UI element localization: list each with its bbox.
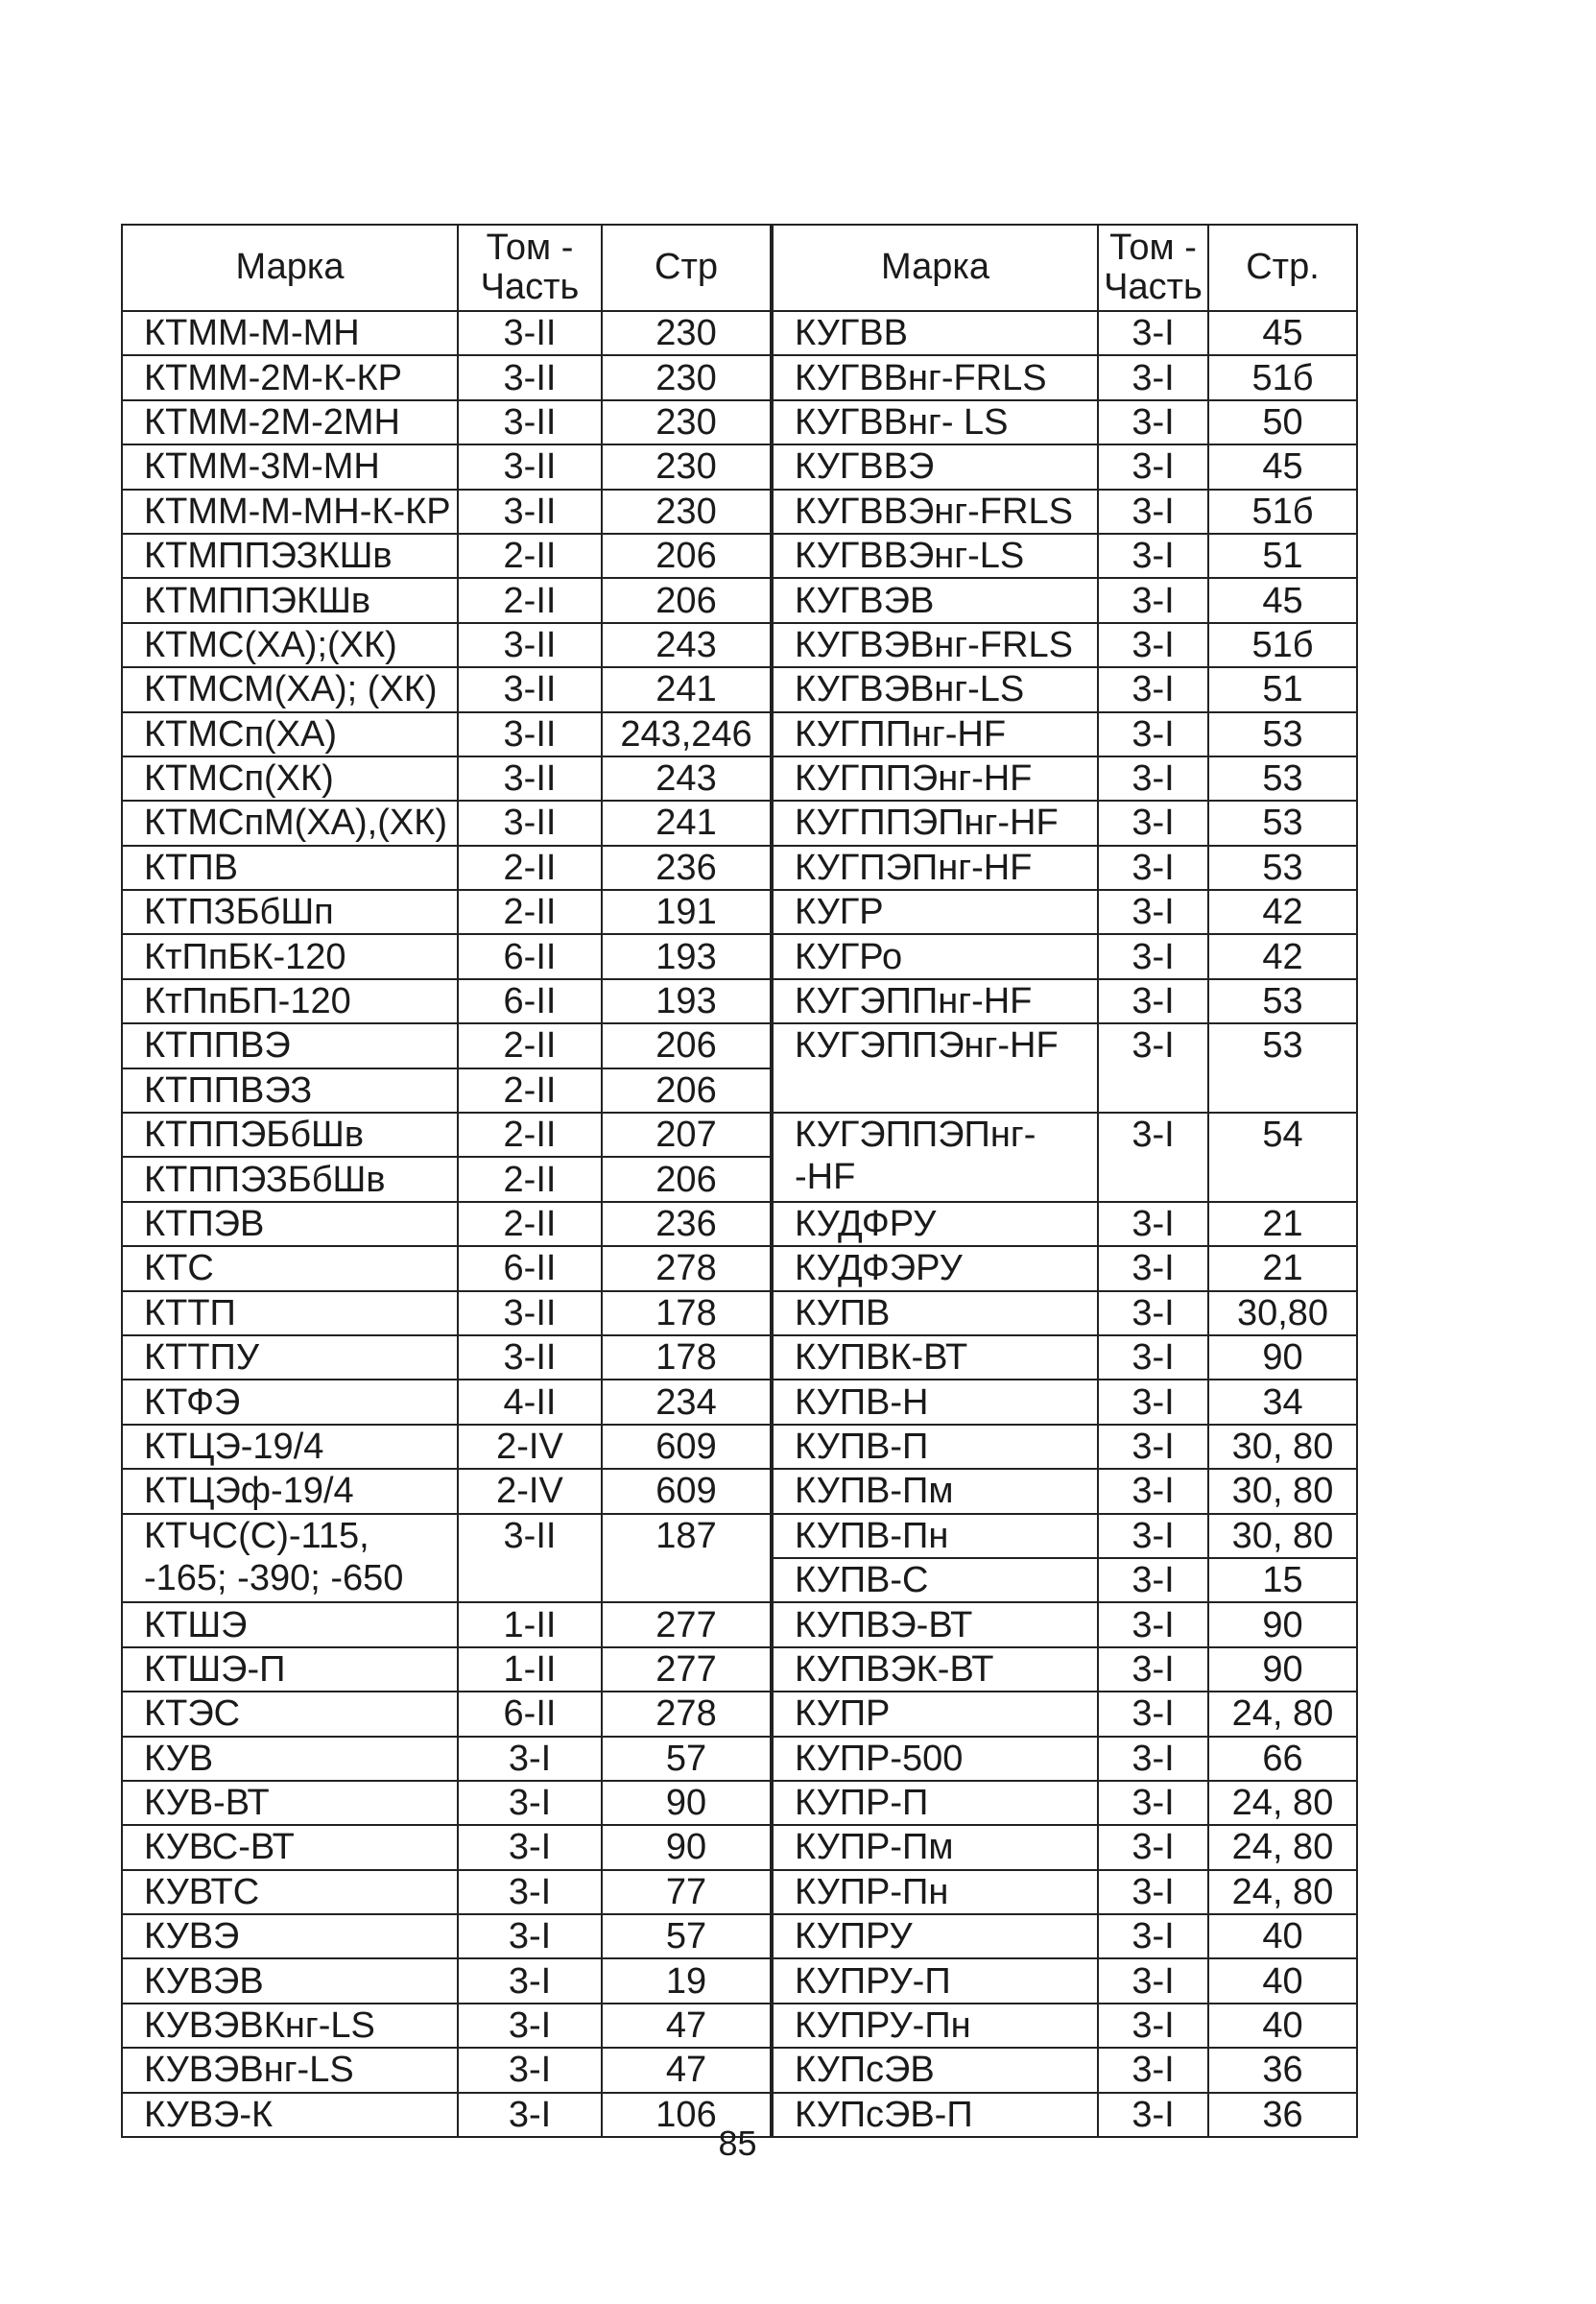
page-cell: 230 bbox=[602, 400, 772, 444]
page-cell: 609 bbox=[602, 1469, 772, 1513]
volume-cell: 3-II bbox=[458, 1335, 602, 1380]
brand-cell: КУПВ-Пн bbox=[772, 1514, 1098, 1558]
brand-cell: КТТП bbox=[122, 1291, 458, 1335]
page-cell: 24, 80 bbox=[1208, 1692, 1357, 1736]
page-cell: 234 bbox=[602, 1380, 772, 1424]
brand-cell: КУГРо bbox=[772, 934, 1098, 978]
page-cell: 45 bbox=[1208, 578, 1357, 622]
volume-cell: 3-I bbox=[1098, 1425, 1208, 1469]
brand-cell: КТМСп(ХК) bbox=[122, 756, 458, 801]
volume-cell: 2-IV bbox=[458, 1425, 602, 1469]
page-cell: 53 bbox=[1208, 846, 1357, 890]
volume-cell: 3-I bbox=[1098, 444, 1208, 489]
volume-cell: 6-II bbox=[458, 1692, 602, 1736]
page-cell: 206 bbox=[602, 1023, 772, 1068]
page-cell: 53 bbox=[1208, 979, 1357, 1023]
volume-cell: 3-II bbox=[458, 311, 602, 355]
page-cell: 30, 80 bbox=[1208, 1425, 1357, 1469]
page-cell: 66 bbox=[1208, 1737, 1357, 1781]
brand-cell: КУГВЭВнг-FRLS bbox=[772, 623, 1098, 667]
page-cell: 278 bbox=[602, 1692, 772, 1736]
brand-line: -HF bbox=[795, 1157, 856, 1198]
header-volume-left: Том - Часть bbox=[458, 225, 602, 311]
brand-cell: КТЭС bbox=[122, 1692, 458, 1736]
page-cell: 51 bbox=[1208, 667, 1357, 711]
table-row bbox=[122, 1380, 1357, 1424]
page-cell: 40 bbox=[1208, 1914, 1357, 1958]
page-cell: 57 bbox=[602, 1737, 772, 1781]
brand-cell: КУГВВ bbox=[772, 311, 1098, 355]
brand-cell: КУПРУ-Пн bbox=[772, 2004, 1098, 2048]
page-cell: 106 bbox=[602, 2093, 772, 2137]
brand-cell: КТШЭ-П bbox=[122, 1647, 458, 1692]
table-body bbox=[122, 311, 1357, 2137]
table-row bbox=[122, 1602, 1357, 1646]
brand-cell: КТМСпМ(ХА),(ХК) bbox=[122, 801, 458, 845]
volume-cell: 3-I bbox=[1098, 1380, 1208, 1424]
brand-cell: КУПРУ-П bbox=[772, 1958, 1098, 2003]
volume-cell: 2-II bbox=[458, 1068, 602, 1113]
table-row bbox=[122, 400, 1357, 444]
volume-cell: 3-I bbox=[1098, 355, 1208, 399]
brand-cell: КУГВВЭ bbox=[772, 444, 1098, 489]
volume-cell: 3-I bbox=[1098, 578, 1208, 622]
volume-cell: 2-II bbox=[458, 1023, 602, 1068]
volume-cell: 3-I bbox=[1098, 1602, 1208, 1646]
page-cell: 236 bbox=[602, 1202, 772, 1246]
table-row bbox=[122, 846, 1357, 890]
volume-cell: 3-II bbox=[458, 490, 602, 534]
page-cell: 30,80 bbox=[1208, 1291, 1357, 1335]
page-cell: 47 bbox=[602, 2004, 772, 2048]
brand-cell: КТЦЭ-19/4 bbox=[122, 1425, 458, 1469]
page-cell: 45 bbox=[1208, 311, 1357, 355]
table-row bbox=[122, 1113, 1357, 1157]
table-row bbox=[122, 756, 1357, 801]
page-cell: 191 bbox=[602, 890, 772, 934]
brand-cell: КТТПУ bbox=[122, 1335, 458, 1380]
page-cell: 24, 80 bbox=[1208, 1781, 1357, 1825]
brand-line: -165; -390; -650 bbox=[144, 1557, 404, 1598]
brand-cell: КУГППнг-HF bbox=[772, 712, 1098, 756]
volume-cell: 2-II bbox=[458, 1113, 602, 1157]
table-row bbox=[122, 1692, 1357, 1736]
brand-cell: КУГВВнг- LS bbox=[772, 400, 1098, 444]
volume-cell: 3-I bbox=[1098, 1023, 1208, 1113]
brand-cell: КУПВ-С bbox=[772, 1558, 1098, 1602]
volume-cell: 3-I bbox=[458, 1870, 602, 1914]
brand-cell: КУГР bbox=[772, 890, 1098, 934]
page-cell: 45 bbox=[1208, 444, 1357, 489]
volume-cell: 3-I bbox=[1098, 490, 1208, 534]
page-cell: 90 bbox=[1208, 1335, 1357, 1380]
brand-cell: КУПР-Пн bbox=[772, 1870, 1098, 1914]
page-cell: 51б bbox=[1208, 623, 1357, 667]
brand-cell: КТММ-М-МН bbox=[122, 311, 458, 355]
brand-cell: КУВЭВКнг-LS bbox=[122, 2004, 458, 2048]
brand-cell: КТППВЭ bbox=[122, 1023, 458, 1068]
page-cell: 47 bbox=[602, 2048, 772, 2092]
volume-cell: 3-I bbox=[458, 2048, 602, 2092]
brand-cell: КтПпБК-120 bbox=[122, 934, 458, 978]
page-cell: 230 bbox=[602, 311, 772, 355]
page-cell: 230 bbox=[602, 490, 772, 534]
volume-cell: 3-I bbox=[1098, 1647, 1208, 1692]
volume-cell: 3-II bbox=[458, 667, 602, 711]
page-cell: 193 bbox=[602, 979, 772, 1023]
table-row bbox=[122, 801, 1357, 845]
page-cell: 53 bbox=[1208, 756, 1357, 801]
brand-cell: КУГЭППЭнг-HF bbox=[772, 1023, 1098, 1113]
volume-cell: 2-II bbox=[458, 534, 602, 578]
volume-cell: 3-II bbox=[458, 712, 602, 756]
brand-cell: КТМППЭЗКШв bbox=[122, 534, 458, 578]
page-cell: 57 bbox=[602, 1914, 772, 1958]
volume-cell: 3-I bbox=[1098, 1958, 1208, 2003]
volume-cell: 3-I bbox=[458, 1781, 602, 1825]
page-cell: 206 bbox=[602, 1157, 772, 1201]
volume-cell: 3-I bbox=[1098, 1113, 1208, 1202]
volume-cell: 3-II bbox=[458, 1291, 602, 1335]
page-cell: 241 bbox=[602, 667, 772, 711]
brand-cell: КУПРУ bbox=[772, 1914, 1098, 1958]
brand-cell: КУГПЭПнг-HF bbox=[772, 846, 1098, 890]
brand-cell: КУВЭВ bbox=[122, 1958, 458, 2003]
page-cell: 277 bbox=[602, 1602, 772, 1646]
brand-cell bbox=[122, 1514, 458, 1603]
volume-cell: 3-II bbox=[458, 444, 602, 489]
brand-cell: КУПР bbox=[772, 1692, 1098, 1736]
volume-cell: 3-I bbox=[458, 2093, 602, 2137]
table-row bbox=[122, 444, 1357, 489]
volume-cell: 3-II bbox=[458, 801, 602, 845]
header-volume-right: Том - Часть bbox=[1098, 225, 1208, 311]
volume-cell: 3-I bbox=[1098, 1514, 1208, 1558]
page-cell: 30, 80 bbox=[1208, 1469, 1357, 1513]
brand-cell: КТММ-2М-К-КР bbox=[122, 355, 458, 399]
table-row bbox=[122, 890, 1357, 934]
table-row bbox=[122, 311, 1357, 355]
page-cell: 206 bbox=[602, 1068, 772, 1113]
brand-cell: КУГВЭВнг-LS bbox=[772, 667, 1098, 711]
table-row bbox=[122, 1469, 1357, 1513]
table-row bbox=[122, 1425, 1357, 1469]
volume-cell: 3-I bbox=[1098, 890, 1208, 934]
volume-cell: 3-I bbox=[1098, 934, 1208, 978]
brand-cell: КУГВЭВ bbox=[772, 578, 1098, 622]
volume-cell: 3-II bbox=[458, 400, 602, 444]
page-cell: 609 bbox=[602, 1425, 772, 1469]
page-cell: 90 bbox=[1208, 1647, 1357, 1692]
cable-index-table bbox=[121, 224, 1358, 2137]
brand-cell: КУПсЭВ-П bbox=[772, 2093, 1098, 2137]
brand-cell: КУДФЭРУ bbox=[772, 1246, 1098, 1290]
table-row bbox=[122, 1202, 1357, 1246]
volume-cell: 2-II bbox=[458, 578, 602, 622]
volume-cell: 1-II bbox=[458, 1602, 602, 1646]
page-cell: 206 bbox=[602, 534, 772, 578]
brand-cell: КУДФРУ bbox=[772, 1202, 1098, 1246]
brand-cell: КУПВ-Н bbox=[772, 1380, 1098, 1424]
brand-cell: КУПВ-П bbox=[772, 1425, 1098, 1469]
page-cell: 42 bbox=[1208, 934, 1357, 978]
volume-cell: 3-I bbox=[1098, 1335, 1208, 1380]
table-row bbox=[122, 1870, 1357, 1914]
volume-cell: 3-I bbox=[1098, 1558, 1208, 1602]
brand-cell: КУГППЭПнг-HF bbox=[772, 801, 1098, 845]
brand-cell: КТС bbox=[122, 1246, 458, 1290]
table-row bbox=[122, 667, 1357, 711]
volume-cell: 3-I bbox=[1098, 1870, 1208, 1914]
volume-cell: 3-I bbox=[1098, 1914, 1208, 1958]
page-cell: 90 bbox=[602, 1825, 772, 1869]
table-row bbox=[122, 578, 1357, 622]
volume-cell: 3-I bbox=[458, 2004, 602, 2048]
brand-cell: КУПВК-ВТ bbox=[772, 1335, 1098, 1380]
volume-cell: 3-I bbox=[1098, 1202, 1208, 1246]
page-cell: 187 bbox=[602, 1514, 772, 1603]
volume-cell: 3-I bbox=[458, 1958, 602, 2003]
volume-cell: 3-I bbox=[458, 1737, 602, 1781]
brand-cell: КТППЭЗБбШв bbox=[122, 1157, 458, 1201]
table-row bbox=[122, 1914, 1357, 1958]
volume-cell: 3-II bbox=[458, 756, 602, 801]
page-cell: 278 bbox=[602, 1246, 772, 1290]
brand-cell: КУГППЭнг-HF bbox=[772, 756, 1098, 801]
brand-cell: КУПВЭК-ВТ bbox=[772, 1647, 1098, 1692]
table-row bbox=[122, 1737, 1357, 1781]
page-cell: 236 bbox=[602, 846, 772, 890]
brand-cell: КУВ bbox=[122, 1737, 458, 1781]
page-cell: 51б bbox=[1208, 490, 1357, 534]
volume-cell: 3-I bbox=[1098, 311, 1208, 355]
volume-cell: 6-II bbox=[458, 1246, 602, 1290]
brand-line: КУГЭППЭПнг- bbox=[795, 1115, 1036, 1156]
page-cell: 230 bbox=[602, 444, 772, 489]
table-row bbox=[122, 712, 1357, 756]
table-row bbox=[122, 1958, 1357, 2003]
volume-cell: 2-II bbox=[458, 890, 602, 934]
volume-cell: 3-I bbox=[458, 1914, 602, 1958]
page-cell: 36 bbox=[1208, 2048, 1357, 2092]
volume-cell: 4-II bbox=[458, 1380, 602, 1424]
brand-cell: КТПВ bbox=[122, 846, 458, 890]
volume-cell: 3-I bbox=[1098, 1692, 1208, 1736]
page-cell: 34 bbox=[1208, 1380, 1357, 1424]
brand-cell: КТЦЭф-19/4 bbox=[122, 1469, 458, 1513]
brand-cell: КУВТС bbox=[122, 1870, 458, 1914]
brand-cell: КТММ-М-МН-К-КР bbox=[122, 490, 458, 534]
page-cell: 53 bbox=[1208, 801, 1357, 845]
page-cell: 24, 80 bbox=[1208, 1825, 1357, 1869]
page-cell: 51б bbox=[1208, 355, 1357, 399]
table-row bbox=[122, 934, 1357, 978]
page-cell: 90 bbox=[1208, 1602, 1357, 1646]
brand-cell: КУПР-Пм bbox=[772, 1825, 1098, 1869]
brand-line: КТЧС(С)-115, bbox=[144, 1515, 369, 1556]
table-row bbox=[122, 1291, 1357, 1335]
page-cell: 24, 80 bbox=[1208, 1870, 1357, 1914]
table-row bbox=[122, 1246, 1357, 1290]
brand-cell: КТППВЭЗ bbox=[122, 1068, 458, 1113]
brand-cell: КТППЭБбШв bbox=[122, 1113, 458, 1157]
table-row bbox=[122, 979, 1357, 1023]
table-row bbox=[122, 534, 1357, 578]
brand-cell: КУПВ bbox=[772, 1291, 1098, 1335]
table-row bbox=[122, 490, 1357, 534]
table-row bbox=[122, 1647, 1357, 1692]
page-cell: 178 bbox=[602, 1291, 772, 1335]
page-cell: 51 bbox=[1208, 534, 1357, 578]
brand-cell: КУПВ-Пм bbox=[772, 1469, 1098, 1513]
brand-cell: КТПЭВ bbox=[122, 1202, 458, 1246]
table-header-row bbox=[122, 225, 1357, 311]
brand-cell: КТМСп(ХА) bbox=[122, 712, 458, 756]
volume-cell: 1-II bbox=[458, 1647, 602, 1692]
page-cell: 36 bbox=[1208, 2093, 1357, 2137]
header-brand-left: Марка bbox=[122, 225, 458, 311]
page-cell: 54 bbox=[1208, 1113, 1357, 1202]
page-cell: 243 bbox=[602, 756, 772, 801]
page-cell: 15 bbox=[1208, 1558, 1357, 1602]
table-row bbox=[122, 2004, 1357, 2048]
page-cell: 90 bbox=[602, 1781, 772, 1825]
table-row bbox=[122, 1023, 1357, 1068]
brand-cell: КУГВВнг-FRLS bbox=[772, 355, 1098, 399]
brand-cell: КТПЗБбШп bbox=[122, 890, 458, 934]
brand-cell: КУПВЭ-ВТ bbox=[772, 1602, 1098, 1646]
page-cell: 207 bbox=[602, 1113, 772, 1157]
page-cell: 21 bbox=[1208, 1202, 1357, 1246]
table-row bbox=[122, 1335, 1357, 1380]
volume-cell: 3-I bbox=[1098, 1469, 1208, 1513]
volume-cell: 3-I bbox=[1098, 2093, 1208, 2137]
volume-cell: 2-II bbox=[458, 1202, 602, 1246]
brand-cell: КТММ-3М-МН bbox=[122, 444, 458, 489]
brand-cell: КУГВВЭнг-FRLS bbox=[772, 490, 1098, 534]
volume-cell: 3-I bbox=[1098, 979, 1208, 1023]
volume-cell: 3-I bbox=[1098, 623, 1208, 667]
page-cell: 42 bbox=[1208, 890, 1357, 934]
volume-cell: 3-I bbox=[1098, 801, 1208, 845]
brand-cell: КТМППЭКШв bbox=[122, 578, 458, 622]
header-brand-right: Марка bbox=[772, 225, 1098, 311]
brand-cell: КУПР-П bbox=[772, 1781, 1098, 1825]
volume-cell: 3-I bbox=[1098, 1737, 1208, 1781]
page-cell: 243 bbox=[602, 623, 772, 667]
volume-cell: 3-I bbox=[458, 1825, 602, 1869]
volume-cell: 3-I bbox=[1098, 846, 1208, 890]
page-cell: 40 bbox=[1208, 1958, 1357, 2003]
brand-cell: КУВ-ВТ bbox=[122, 1781, 458, 1825]
volume-cell: 3-II bbox=[458, 623, 602, 667]
volume-cell: 3-I bbox=[1098, 2048, 1208, 2092]
page-cell: 243,246 bbox=[602, 712, 772, 756]
page-cell: 77 bbox=[602, 1870, 772, 1914]
page-cell: 277 bbox=[602, 1647, 772, 1692]
table-row bbox=[122, 623, 1357, 667]
brand-cell: КУВЭ bbox=[122, 1914, 458, 1958]
brand-cell: КУГВВЭнг-LS bbox=[772, 534, 1098, 578]
page-cell: 178 bbox=[602, 1335, 772, 1380]
header-page-left: Стр bbox=[602, 225, 772, 311]
volume-cell: 3-I bbox=[1098, 1246, 1208, 1290]
brand-cell: КТММ-2М-2МН bbox=[122, 400, 458, 444]
brand-cell: КТФЭ bbox=[122, 1380, 458, 1424]
volume-cell: 3-II bbox=[458, 1514, 602, 1603]
table-row bbox=[122, 2048, 1357, 2092]
page-cell: 241 bbox=[602, 801, 772, 845]
page-cell: 53 bbox=[1208, 712, 1357, 756]
volume-cell: 3-I bbox=[1098, 1825, 1208, 1869]
table-row bbox=[122, 1825, 1357, 1869]
volume-cell: 3-I bbox=[1098, 712, 1208, 756]
volume-cell: 2-II bbox=[458, 846, 602, 890]
brand-cell: КУГЭППнг-HF bbox=[772, 979, 1098, 1023]
page-cell: 206 bbox=[602, 578, 772, 622]
volume-cell: 3-I bbox=[1098, 534, 1208, 578]
page-cell: 53 bbox=[1208, 1023, 1357, 1113]
volume-cell: 6-II bbox=[458, 934, 602, 978]
page-cell: 30, 80 bbox=[1208, 1514, 1357, 1558]
header-page-right: Стр. bbox=[1208, 225, 1357, 311]
volume-cell: 3-I bbox=[1098, 1781, 1208, 1825]
brand-cell: КУПР-500 bbox=[772, 1737, 1098, 1781]
page-cell: 193 bbox=[602, 934, 772, 978]
brand-cell: КУПсЭВ bbox=[772, 2048, 1098, 2092]
brand-cell: КТМС(ХА);(ХК) bbox=[122, 623, 458, 667]
brand-cell: КУВС-ВТ bbox=[122, 1825, 458, 1869]
table-row bbox=[122, 1514, 1357, 1558]
volume-cell: 3-I bbox=[1098, 2004, 1208, 2048]
volume-cell: 6-II bbox=[458, 979, 602, 1023]
page-cell: 50 bbox=[1208, 400, 1357, 444]
brand-cell: КТМСМ(ХА); (ХК) bbox=[122, 667, 458, 711]
volume-cell: 3-I bbox=[1098, 400, 1208, 444]
volume-cell: 2-IV bbox=[458, 1469, 602, 1513]
brand-cell bbox=[772, 1113, 1098, 1202]
volume-cell: 2-II bbox=[458, 1157, 602, 1201]
brand-cell: КУВЭ-К bbox=[122, 2093, 458, 2137]
brand-cell: КУВЭВнг-LS bbox=[122, 2048, 458, 2092]
page-cell: 40 bbox=[1208, 2004, 1357, 2048]
volume-cell: 3-I bbox=[1098, 1291, 1208, 1335]
volume-cell: 3-I bbox=[1098, 667, 1208, 711]
brand-cell: КтПпБП-120 bbox=[122, 979, 458, 1023]
page-cell: 21 bbox=[1208, 1246, 1357, 1290]
table-row bbox=[122, 355, 1357, 399]
brand-cell: КТШЭ bbox=[122, 1602, 458, 1646]
volume-cell: 3-II bbox=[458, 355, 602, 399]
page-cell: 230 bbox=[602, 355, 772, 399]
volume-cell: 3-I bbox=[1098, 756, 1208, 801]
page-number: 85 bbox=[718, 2124, 757, 2163]
table-row bbox=[122, 1781, 1357, 1825]
page-cell: 19 bbox=[602, 1958, 772, 2003]
